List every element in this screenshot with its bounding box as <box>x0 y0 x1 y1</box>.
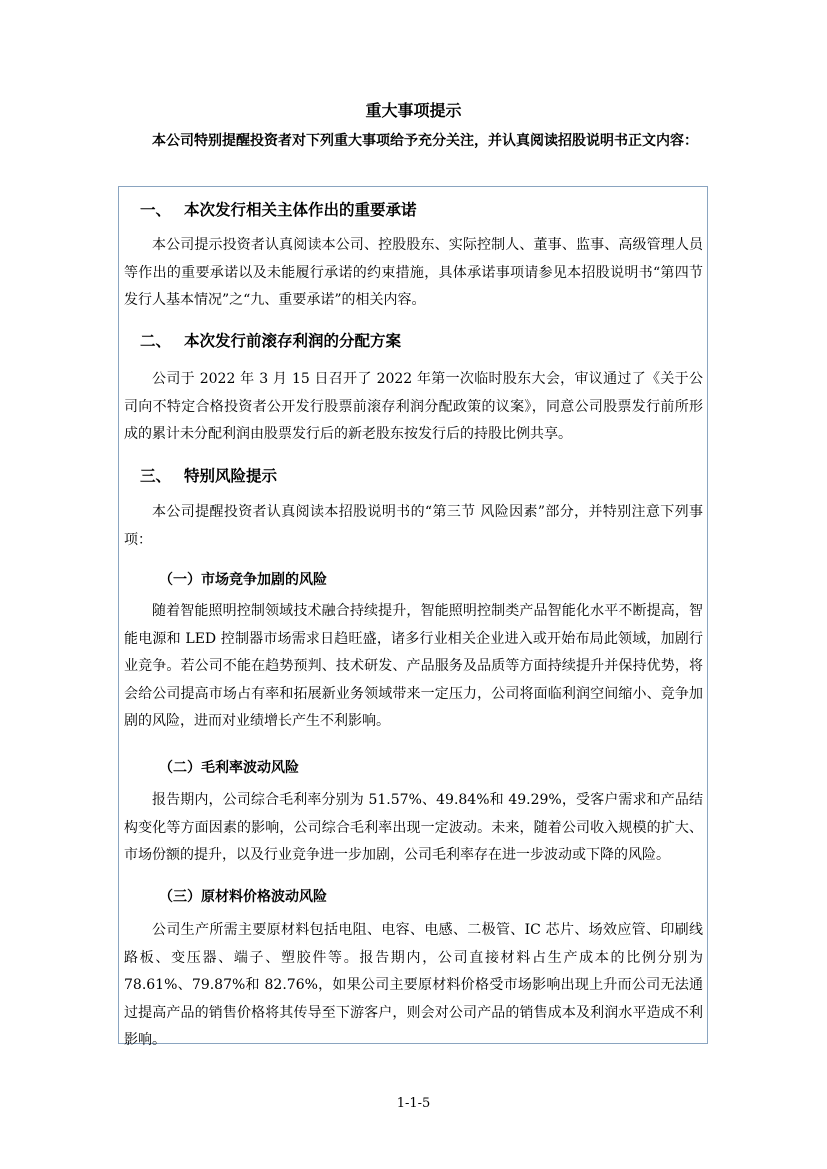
section-1-heading <box>140 199 417 221</box>
section-2-paragraph: 公司于 2022 年 3 月 15 日召开了 2022 年第一次临时股东大会，审议通过了《关于公司向不特定合格投资者公开发行股票前滚存利润分配政策的议案》，同意公司股票发行前所形成的累计未分配利润由股票发行后的新老股东按发行后的持股比例共享。 <box>124 371 703 442</box>
page-number: 1-1-5 <box>396 1096 431 1111</box>
section-2-number: 二、 <box>140 331 172 350</box>
section-3-heading <box>140 465 277 487</box>
section-1-number: 一、 <box>140 200 172 219</box>
risk-3-paragraph: 公司生产所需主要原材料包括电阻、电容、电感、二极管、IC 芯片、场效应管、印刷线路板、变压器、端子、塑胶件等。报告期内，公司直接材料占生产成本的比例分别为 78.61%、79.87%和 82.76%，如果公司主要原材料价格受市场影响出现上升而公司无法通过提高产品的销售价格将其传导至下游客户，则会对公司产品的销售成本及利润水平造成不利影响。 <box>124 922 703 1048</box>
section-2-heading <box>140 330 401 352</box>
section-3-paragraph: 本公司提醒投资者认真阅读本招股说明书的“第三节 风险因素”部分，并特别注意下列事项： <box>124 504 703 548</box>
risk-1-heading: （一）市场竞争加剧的风险 <box>159 572 327 588</box>
section-1-title: 本次发行相关主体作出的重要承诺 <box>184 200 417 219</box>
section-2-title: 本次发行前滚存利润的分配方案 <box>184 331 402 350</box>
section-1-paragraph: 本公司提示投资者认真阅读本公司、控股股东、实际控制人、董事、监事、高级管理人员等作出的重要承诺以及未能履行承诺的约束措施，具体承诺事项请参见本招股说明书“第四节 发行人基本情况”之“九、重要承诺”的相关内容。 <box>124 237 703 308</box>
risk-2-heading: （二）毛利率波动风险 <box>159 760 299 776</box>
section-3-number: 三、 <box>140 466 172 485</box>
section-3-title: 特别风险提示 <box>184 466 278 485</box>
risk-1-paragraph: 随着智能照明控制领域技术融合持续提升，智能照明控制类产品智能化水平不断提高，智能电源和 LED 控制器市场需求日趋旺盛，诸多行业相关企业进入或开始布局此领域，加剧行业竞争。若公司不能在趋势预判、技术研发、产品服务及品质等方面持续提升并保持优势，将会给公司提高市场占有率和拓展新业务领域带来一定压力，公司将面临利润空间缩小、竞争加剧的风险，进而对业绩增长产生不利影响。 <box>124 603 703 729</box>
risk-3-heading: （三）原材料价格波动风险 <box>159 889 327 905</box>
page-title: 重大事项提示 <box>365 101 462 120</box>
risk-2-paragraph: 报告期内，公司综合毛利率分别为 51.57%、49.84%和 49.29%，受客户需求和产品结构变化等方面因素的影响，公司综合毛利率出现一定波动。未来，随着公司收入规模的扩大、市场份额的提升，以及行业竞争进一步加剧，公司毛利率存在进一步波动或下降的风险。 <box>124 792 703 863</box>
intro-notice: 本公司特别提醒投资者对下列重大事项给予充分关注，并认真阅读招股说明书正文内容： <box>152 133 698 149</box>
